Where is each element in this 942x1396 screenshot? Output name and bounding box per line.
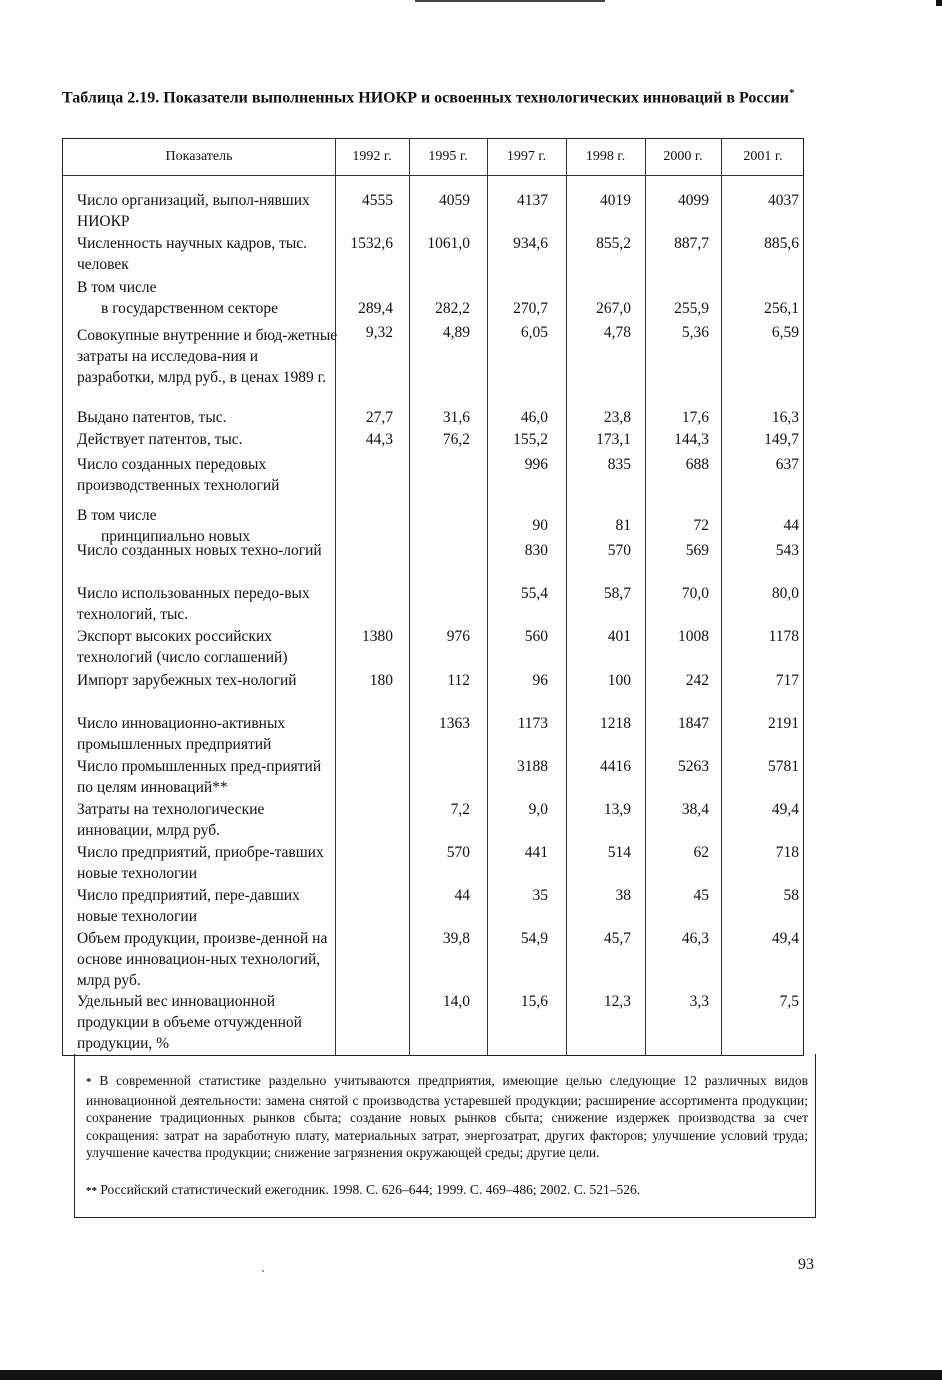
indicator-label: Удельный вес инновационной продукции в объеме отчужденной продукции, % [77, 993, 302, 1052]
header-year: 1995 г. [428, 149, 468, 164]
table-cell: 17,6 [681, 409, 709, 426]
table-cell: 173,1 [596, 431, 631, 448]
row-indicator [77, 429, 339, 450]
table-cell: 58,7 [603, 585, 631, 602]
table-cell: 1363 [439, 715, 470, 732]
table-cell: 4019 [600, 192, 631, 209]
table-cell: 1008 [678, 628, 709, 645]
indicator-label: Число предприятий, приобре-тавших новые технологии [77, 844, 324, 882]
table-cell: 4555 [362, 192, 393, 209]
table-cell: 4137 [517, 192, 548, 209]
table-cell: 887,7 [674, 235, 709, 252]
row-indicator [77, 799, 339, 841]
table-cell: 282,2 [435, 300, 470, 317]
row-indicator [77, 583, 339, 625]
table-cell: 289,4 [358, 300, 393, 317]
table-cell: 46,3 [681, 930, 709, 947]
table-cell: 688 [685, 456, 709, 473]
table-cell: 855,2 [596, 235, 631, 252]
indicator-label: Численность научных кадров, тыс. человек [77, 235, 308, 273]
table-cell: 1178 [768, 628, 799, 645]
indicator-label: Действует патентов, тыс. [77, 431, 243, 448]
indicator-label: Число созданных передовых производственных технологий [77, 456, 280, 494]
table-cell: 155,2 [513, 431, 548, 448]
row-indicator [77, 991, 339, 1054]
table-cell: 112 [447, 672, 470, 689]
table-cell: 9,32 [365, 324, 393, 341]
table-cell: 70,0 [681, 585, 709, 602]
table-cell: 62 [693, 844, 709, 861]
table-cell: 560 [524, 628, 548, 645]
table-cell: 885,6 [764, 235, 799, 252]
table-cell: 6,59 [771, 324, 799, 341]
indicator-label: Число инновационно-активных промышленных предприятий [77, 715, 286, 753]
table-cell: 4,78 [603, 324, 631, 341]
row-indicator [77, 190, 339, 232]
indicator-label: Число созданных новых техно-логий [77, 542, 322, 559]
row-indicator [77, 540, 339, 561]
table-cell: 3,3 [689, 993, 709, 1010]
indicator-label: Число предприятий, пере-давших новые технологии [77, 887, 300, 925]
indicator-label: Число организаций, выпол-нявших НИОКР [77, 192, 310, 230]
title-footnote-mark: * [789, 87, 795, 99]
column-divider [645, 139, 646, 1055]
row-indicator [77, 670, 339, 691]
header-year: 1992 г. [352, 149, 392, 164]
table-cell: 1847 [678, 715, 709, 732]
footnote-2-text: Российский статистический ежегодник. 1998. С. 626–644; 1999. С. 469–486; 2002. С. 521–526. [100, 1182, 641, 1197]
table-cell: 1218 [600, 715, 631, 732]
table-cell: 830 [524, 542, 548, 559]
table-cell: 976 [446, 628, 470, 645]
table-cell: 72 [693, 517, 709, 534]
table-cell: 31,6 [442, 409, 470, 426]
indicator-label: Выдано патентов, тыс. [77, 409, 227, 426]
indicator-label: Число промышленных пред-приятий по целям инноваций** [77, 758, 322, 796]
row-indicator [77, 713, 339, 755]
table-cell: 1173 [517, 715, 548, 732]
page-number: 93 [798, 1256, 814, 1273]
footnote-2-mark: ** [86, 1185, 97, 1197]
table-cell: 569 [685, 542, 709, 559]
table-cell: 35 [532, 887, 548, 904]
table-cell: 76,2 [442, 431, 470, 448]
indicator-label: Совокупные внутренние и бюд-жетные затраты на исследова-ния и разработки, млрд руб., в ценах 1989 г. [77, 327, 338, 386]
table-cell: 242 [685, 672, 709, 689]
header-indicator: Показатель [165, 149, 233, 164]
indicator-label: В том числе [77, 279, 157, 296]
table-cell: 4037 [768, 192, 799, 209]
indicator-label: Объем продукции, произве-денной на основе инновацион-ных технологий, млрд руб. [77, 930, 328, 989]
header-year: 2000 г. [663, 149, 703, 164]
table-cell: 23,8 [603, 409, 631, 426]
table-cell: 514 [607, 844, 631, 861]
table-cell: 180 [369, 672, 393, 689]
column-divider [566, 139, 567, 1055]
table-cell: 4416 [600, 758, 631, 775]
table-cell: 14,0 [442, 993, 470, 1010]
table-cell: 13,9 [603, 801, 631, 818]
table-cell: 441 [524, 844, 548, 861]
table-cell: 6,05 [520, 324, 548, 341]
column-divider [409, 139, 410, 1055]
table-cell: 270,7 [513, 300, 548, 317]
table-cell: 7,2 [450, 801, 470, 818]
footnote-1-text: В современной статистике раздельно учитываются предприятия, имеющие целью следующие 12 различных видов инновационной деятельности: замена снятой с производства устаревшей продукции; расширение ассортимента продукции; сохранение традиционных рынков сбыта; создание новых рынков сбыта; снижение издержек производства за счет сокращения: затрат на заработную плату, материальных затрат, энергозатрат, других факторов; улучшение условий труда; улучшение качества продукции; снижение загрязнения окружающей среды; другие цели. [86, 1073, 808, 1160]
table-cell: 5,36 [681, 324, 709, 341]
indicator-label: Экспорт высоких российских технологий (число соглашений) [77, 628, 288, 666]
row-indicator [77, 626, 339, 668]
table-cell: 718 [775, 844, 799, 861]
header-year: 2001 г. [743, 149, 783, 164]
table-cell: 255,9 [674, 300, 709, 317]
table-cell: 81 [615, 517, 631, 534]
table-cell: 1532,6 [350, 235, 393, 252]
header-divider [63, 175, 803, 176]
indicator-label: В том числе [77, 507, 157, 524]
column-divider [487, 139, 488, 1055]
table-cell: 100 [607, 672, 631, 689]
row-indicator [77, 233, 339, 275]
table-cell: 38 [615, 887, 631, 904]
row-indicator [77, 325, 339, 388]
top-rule [415, 0, 605, 2]
header-year: 1997 г. [506, 149, 547, 164]
table-cell: 12,3 [603, 993, 631, 1010]
scan-bottom-band [0, 1370, 942, 1380]
corner-mark [936, 0, 942, 6]
table-cell: 3188 [517, 758, 548, 775]
table-cell: 4059 [439, 192, 470, 209]
scan-speck [262, 1270, 264, 1272]
table-cell: 39,8 [442, 930, 470, 947]
table-cell: 9,0 [528, 801, 548, 818]
table-cell: 49,4 [771, 930, 799, 947]
table-cell: 5781 [768, 758, 799, 775]
row-indicator [77, 454, 339, 496]
row-indicator [77, 407, 339, 428]
row-indicator [77, 885, 339, 927]
table-cell: 27,7 [365, 409, 393, 426]
table-cell: 1380 [362, 628, 393, 645]
indicator-label: Затраты на технологические инновации, млрд руб. [77, 801, 265, 839]
table-cell: 54,9 [520, 930, 548, 947]
row-indicator [77, 842, 339, 884]
table-cell: 44,3 [365, 431, 393, 448]
table-cell: 96 [532, 672, 548, 689]
table-cell: 717 [775, 672, 799, 689]
header-year: 1998 г. [585, 149, 626, 164]
table-cell: 835 [607, 456, 631, 473]
table-cell: 934,6 [513, 235, 548, 252]
footnote-2 [86, 1181, 808, 1201]
row-indicator [77, 928, 339, 991]
table-cell: 543 [775, 542, 799, 559]
table-cell: 570 [446, 844, 470, 861]
table-cell: 44 [454, 887, 470, 904]
table-cell: 7,5 [779, 993, 799, 1010]
table-cell: 637 [775, 456, 799, 473]
table-cell: 45,7 [603, 930, 631, 947]
table-cell: 570 [607, 542, 631, 559]
table-cell: 80,0 [771, 585, 799, 602]
table-cell: 144,3 [674, 431, 709, 448]
indicator-label: Число использованных передо-вых технологий, тыс. [77, 585, 310, 623]
table-cell: 1061,0 [427, 235, 470, 252]
row-indicator [77, 756, 339, 798]
table-cell: 5263 [678, 758, 709, 775]
table-title: Таблица 2.19. Показатели выполненных НИОКР и освоенных технологических инноваций в России* [62, 87, 795, 107]
table-cell: 4,89 [442, 324, 470, 341]
table-cell: 49,4 [771, 801, 799, 818]
indicator-sublabel: в государственном секторе [101, 300, 278, 317]
table-cell: 996 [524, 456, 548, 473]
footnote-1-mark: * [86, 1076, 92, 1088]
table-cell: 4099 [678, 192, 709, 209]
row-indicator [77, 277, 339, 319]
table-cell: 149,7 [764, 431, 799, 448]
table-cell: 401 [607, 628, 631, 645]
table-cell: 267,0 [596, 300, 631, 317]
indicators-table [62, 138, 804, 1056]
table-cell: 16,3 [771, 409, 799, 426]
table-cell: 45 [693, 887, 709, 904]
footnote-1 [86, 1072, 808, 1162]
column-divider [721, 139, 722, 1055]
table-cell: 90 [532, 517, 548, 534]
table-cell: 2191 [768, 715, 799, 732]
table-cell: 46,0 [520, 409, 548, 426]
table-cell: 256,1 [764, 300, 799, 317]
indicator-sublabel: принципиально новых [101, 528, 251, 545]
table-cell: 55,4 [520, 585, 548, 602]
table-cell: 38,4 [681, 801, 709, 818]
table-cell: 15,6 [520, 993, 548, 1010]
table-cell: 44 [783, 517, 799, 534]
indicator-label: Импорт зарубежных тех-нологий [77, 672, 297, 689]
table-cell: 58 [783, 887, 799, 904]
